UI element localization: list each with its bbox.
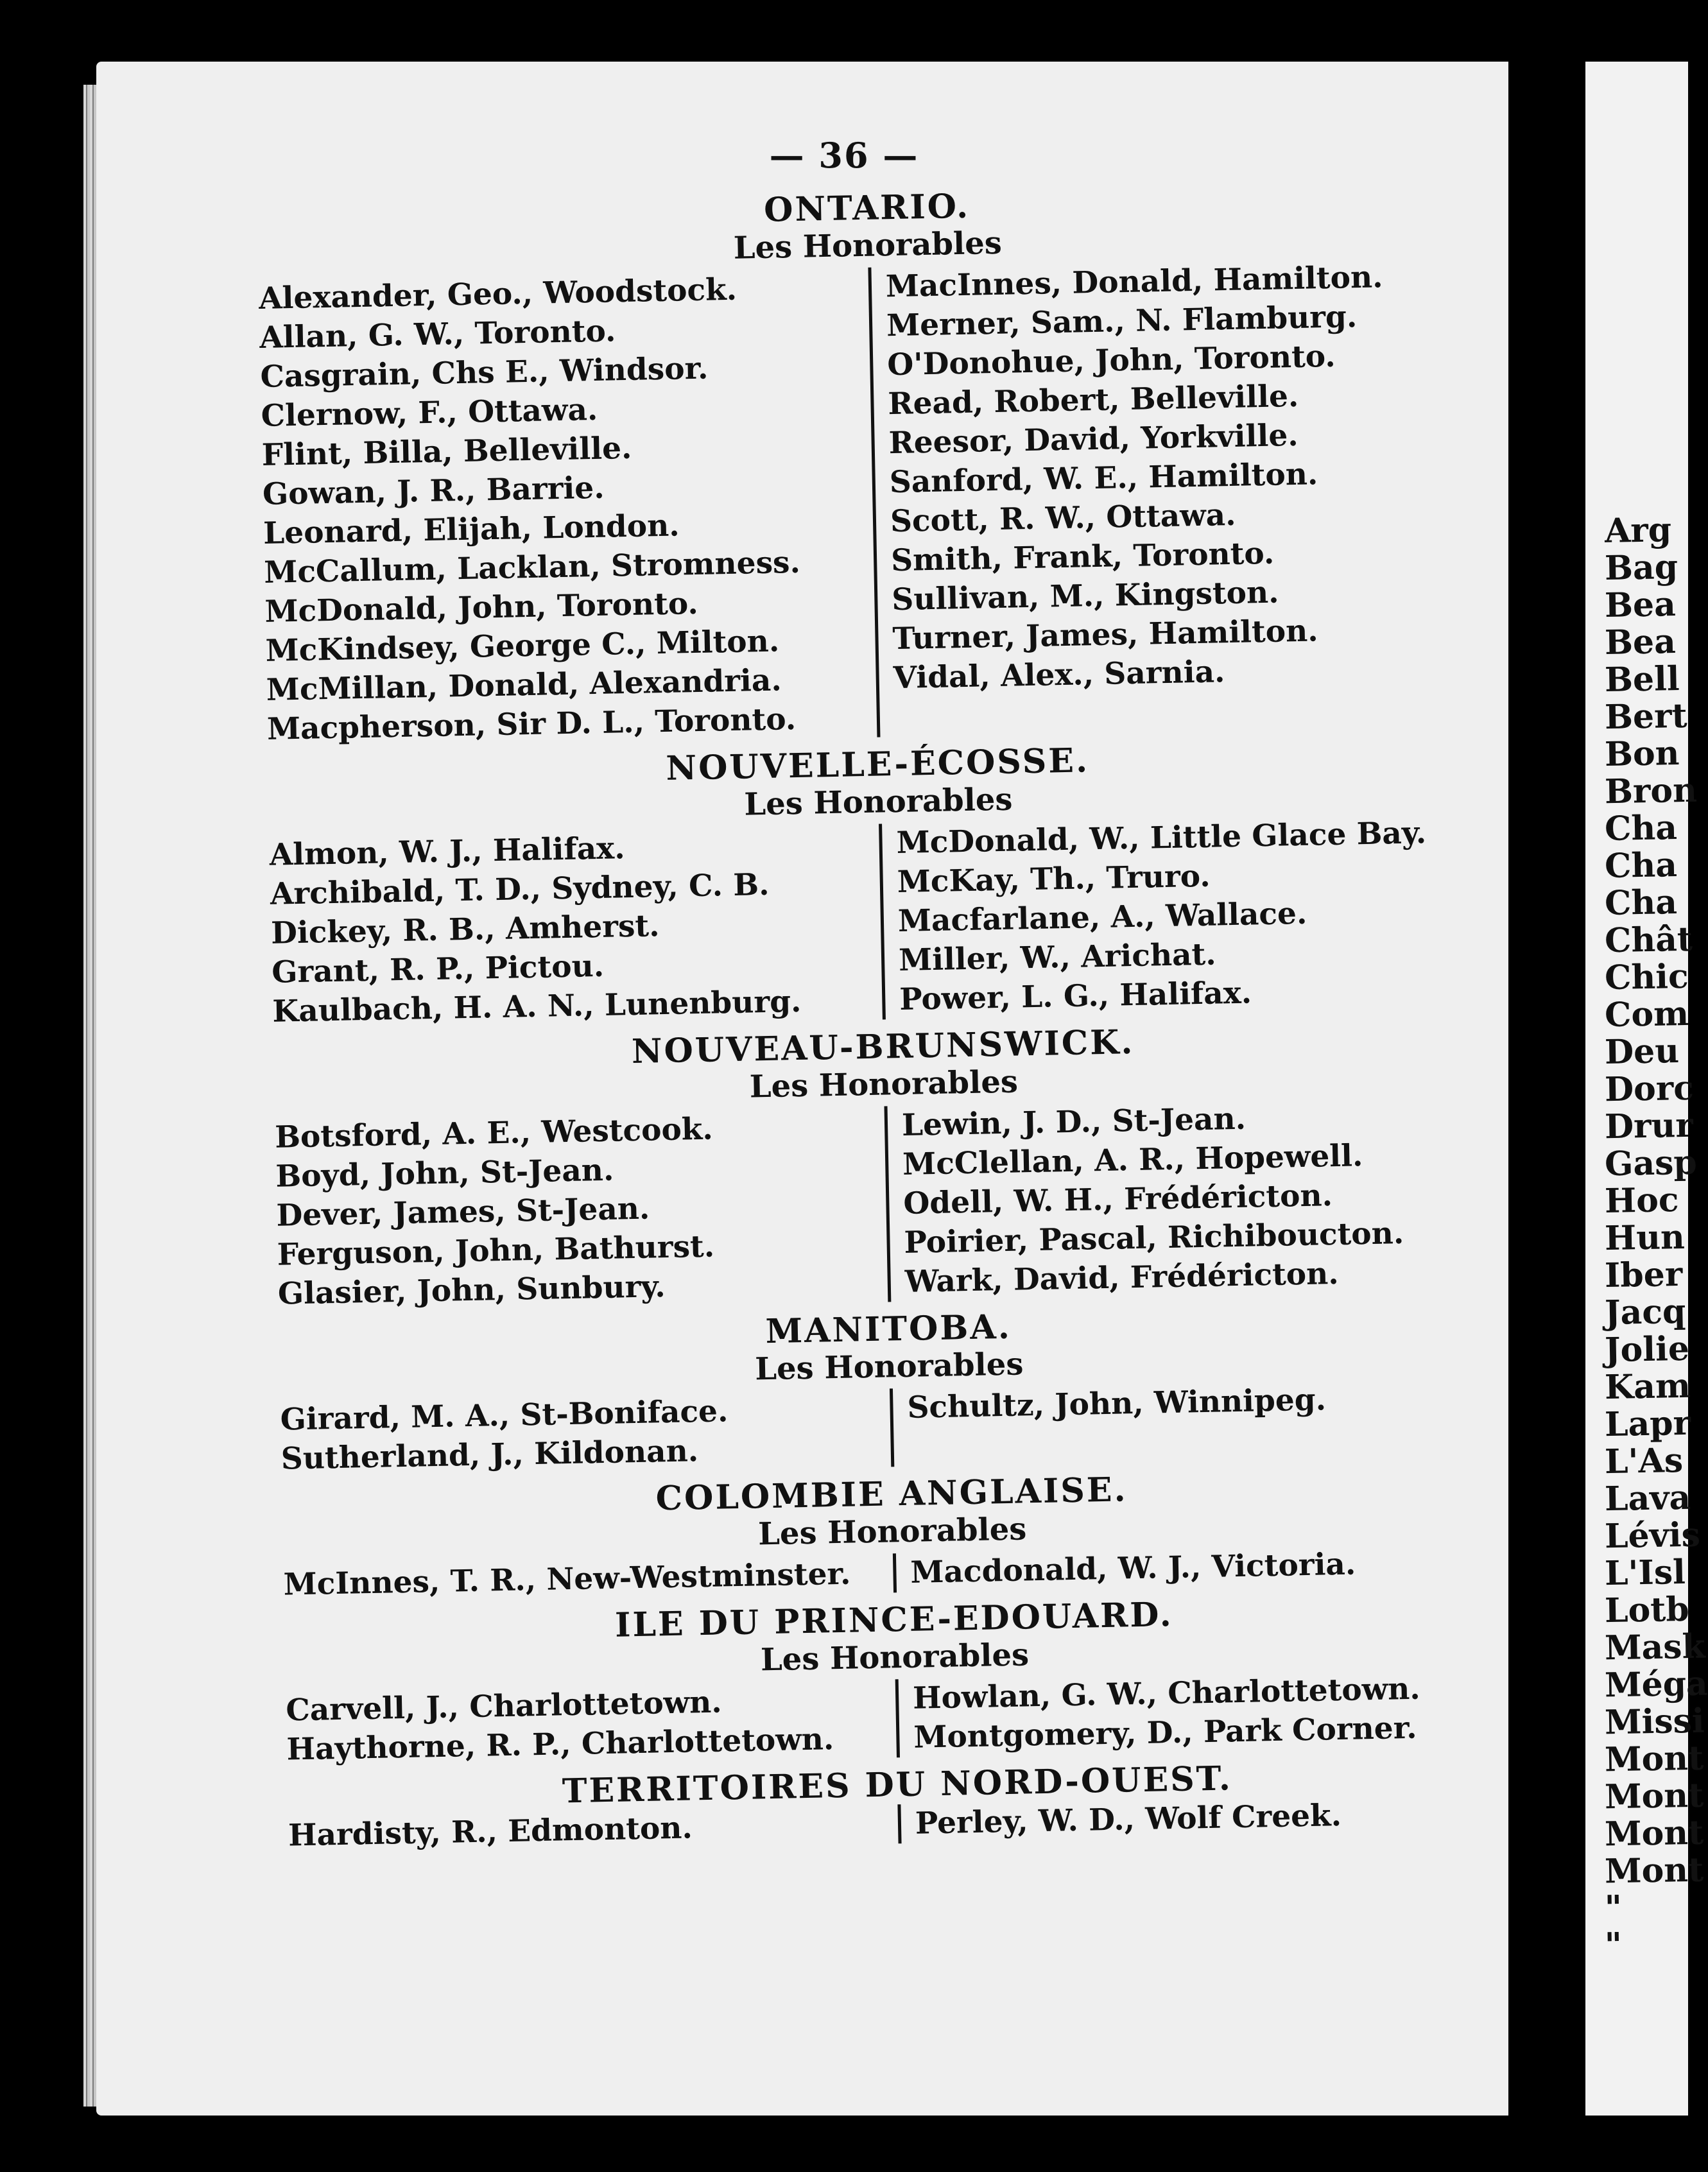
page-number: — 36 — (769, 135, 919, 176)
senator-entry: Hardisty, R., Edmonton. (288, 1810, 693, 1854)
senator-entry: Allan, G. W., Toronto. (259, 313, 616, 356)
senator-entry: Alexander, Geo., Woodstock. (258, 272, 738, 316)
left-column (259, 268, 877, 749)
facing-page-fragment: Mont (1604, 1775, 1704, 1817)
facing-page-fragment: Iber (1604, 1254, 1683, 1296)
facing-page-fragment: Cha (1604, 845, 1678, 886)
section-heading: ILE DU PRINCE-EDOUARD. (614, 1595, 1174, 1645)
right-column (868, 255, 1487, 737)
senator-entry: Schultz, John, Winnipeg. (907, 1382, 1327, 1426)
senator-entry: O'Donohue, John, Toronto. (886, 338, 1336, 383)
senator-entry: Almon, W. J., Halifax. (269, 831, 626, 873)
left-column (280, 1388, 891, 1478)
senator-entry: Carvell, J., Charlottetown. (285, 1684, 723, 1728)
senator-entry: Howlan, G. W., Charlottetown. (912, 1671, 1421, 1716)
senator-entry: Kaulbach, H. A. N., Lunenburg. (272, 983, 802, 1030)
facing-page-fragment: Mont (1604, 1850, 1704, 1892)
facing-page-fragment: Mont (1604, 1738, 1704, 1780)
senator-entry: Macdonald, W. J., Victoria. (910, 1546, 1356, 1590)
senator-entry: Boyd, John, St-Jean. (275, 1152, 614, 1194)
senator-entry: Read, Robert, Belleville. (887, 378, 1299, 422)
facing-page-fragment: Hun (1604, 1217, 1686, 1259)
senator-entry: Vidal, Alex., Sarnia. (893, 654, 1225, 696)
section-subheading: Les Honorables (757, 1511, 1027, 1553)
left-column (286, 1679, 897, 1769)
facing-page-fragment: Kam (1604, 1366, 1691, 1408)
senator-entry: Montgomery, D., Park Corner. (913, 1710, 1417, 1755)
facing-page-fragment: Jolie (1604, 1329, 1690, 1370)
section-subheading: Les Honorables (749, 1064, 1019, 1105)
senator-entry: McMillan, Donald, Alexandria. (266, 662, 782, 708)
senator-entry: Botsford, A. E., Westcook. (274, 1111, 714, 1155)
senator-entry: Sutherland, J., Kildonan. (280, 1433, 699, 1477)
facing-page-fragment: " (1604, 1888, 1623, 1928)
senator-entry: Wark, David, Frédéricton. (904, 1255, 1340, 1300)
facing-page-fragment: Gasp (1604, 1142, 1698, 1184)
senator-entry: Turner, James, Hamilton. (892, 613, 1319, 657)
facing-page-fragment: Mask (1604, 1626, 1706, 1668)
facing-page-fragment: Lava (1604, 1478, 1691, 1519)
senator-entry: Poirier, Pascal, Richiboucton. (904, 1215, 1404, 1261)
senator-entry: Ferguson, John, Bathurst. (277, 1228, 715, 1273)
facing-page-fragment: Bea (1604, 585, 1677, 625)
senator-entry: McInnes, T. R., New-Westminster. (283, 1556, 851, 1603)
book-spine (1510, 62, 1585, 2116)
section-subheading: Les Honorables (754, 1346, 1024, 1388)
facing-page-fragment: Lévis (1604, 1515, 1701, 1556)
facing-page-fragment: Cha (1604, 808, 1678, 849)
senator-entry: Macfarlane, A., Wallace. (897, 895, 1307, 940)
facing-page-fragment: Hoc (1604, 1180, 1680, 1221)
facing-page-fragment: Com (1604, 994, 1689, 1035)
section-subheading: Les Honorables (733, 225, 1003, 266)
senator-entry: Glasier, John, Sunbury. (277, 1269, 666, 1312)
facing-page-fragment: Bag (1604, 547, 1678, 588)
facing-page-fragment: L'As (1604, 1440, 1684, 1482)
senator-entry: Odell, W. H., Frédéricton. (902, 1178, 1333, 1221)
facing-page (1585, 62, 1708, 2116)
section-subheading: Les Honorables (760, 1637, 1030, 1678)
senator-entry: Merner, Sam., N. Flamburg. (886, 299, 1358, 344)
facing-page-fragment: Méga (1604, 1664, 1708, 1705)
name-columns (259, 255, 1487, 748)
facing-page-fragment: L'Isl (1604, 1552, 1686, 1594)
senator-entry: Miller, W., Arichat. (898, 936, 1217, 979)
facing-page-fragment: Lapr (1604, 1403, 1691, 1445)
senator-entry: Smith, Frank, Toronto. (890, 535, 1275, 579)
name-columns (269, 812, 1492, 1031)
facing-page-fragment: " (1604, 1925, 1623, 1965)
senator-entry: Macpherson, Sir D. L., Toronto. (266, 702, 797, 747)
right-column (893, 1542, 1503, 1592)
senator-entry: Perley, W. D., Wolf Creek. (915, 1798, 1342, 1841)
senator-entry: Scott, R. W., Ottawa. (890, 497, 1236, 540)
senator-entry: Dever, James, St-Jean. (276, 1191, 650, 1234)
senator-entry: Haythorne, R. P., Charlottetown. (286, 1721, 834, 1768)
senator-entry: McDonald, John, Toronto. (264, 585, 699, 630)
senator-entry: Flint, Billa, Belleville. (261, 430, 632, 473)
facing-page-fragment: Drur (1604, 1105, 1694, 1147)
left-column (269, 824, 883, 1031)
facing-page-fragment: Mont (1604, 1813, 1704, 1854)
section-heading: ONTARIO. (763, 186, 970, 230)
facing-page-fragment: Chât (1604, 919, 1693, 961)
right-column (879, 812, 1492, 1019)
senator-entry: Power, L. G., Halifax. (899, 975, 1252, 1018)
section-heading: NOUVEAU-BRUNSWICK. (631, 1022, 1135, 1072)
right-column (895, 1668, 1506, 1757)
section-heading: COLOMBIE ANGLAISE. (655, 1470, 1128, 1519)
senator-entry: McDonald, W., Little Glace Bay. (896, 815, 1427, 861)
facing-page-fragment: Bell (1604, 659, 1680, 700)
facing-page-fragment: Arg (1604, 510, 1672, 551)
senator-entry: Archibald, T. D., Sydney, C. B. (270, 866, 770, 912)
left-column (283, 1553, 893, 1604)
section-heading: TERRITOIRES DU NORD-OUEST. (562, 1759, 1233, 1811)
facing-page-fragment: Missi (1604, 1701, 1705, 1743)
facing-page-fragment: Bon (1604, 733, 1680, 775)
facing-page-fragment: Chic (1604, 956, 1689, 998)
facing-page-fragment: Lotb (1604, 1589, 1690, 1631)
facing-page-fragment: Bea (1604, 622, 1677, 662)
section-heading: NOUVELLE-ÉCOSSE. (666, 741, 1090, 788)
senator-entry: Leonard, Elijah, London. (263, 508, 680, 551)
senator-entry: McKay, Th., Truro. (897, 858, 1211, 901)
facing-page-fragment: Dorc (1604, 1068, 1695, 1110)
left-column (275, 1106, 888, 1313)
senator-entry: Lewin, J. D., St-Jean. (901, 1101, 1246, 1143)
right-column (890, 1377, 1501, 1467)
senator-entry: Casgrain, Chs E., Windsor. (259, 350, 709, 395)
facing-page-fragment: Jacq (1604, 1291, 1686, 1333)
senators-list (257, 169, 1508, 1856)
senator-entry: Sanford, W. E., Hamilton. (889, 456, 1318, 501)
facing-page-fragment: Cha (1604, 883, 1678, 923)
name-columns (275, 1094, 1498, 1313)
senator-entry: McCallum, Lacklan, Stromness. (263, 544, 801, 590)
senator-entry: Grant, R. P., Pictou. (271, 948, 605, 990)
senator-entry: Gowan, J. R., Barrie. (262, 470, 605, 512)
senator-entry: McKindsey, George C., Milton. (265, 623, 780, 669)
facing-page-fragment: Deu (1604, 1031, 1680, 1073)
senator-entry: Girard, M. A., St-Boniface. (280, 1393, 729, 1438)
senator-entry: Dickey, R. B., Amherst. (270, 908, 660, 951)
facing-page-fragment: Bert (1604, 696, 1687, 737)
facing-page-fragment: Bron (1604, 770, 1698, 812)
senator-entry: Reesor, David, Yorkville. (888, 417, 1299, 461)
senator-entry: Clernow, F., Ottawa. (261, 392, 598, 434)
senator-entry: McClellan, A. R., Hopewell. (902, 1138, 1363, 1182)
right-column (884, 1094, 1498, 1302)
section-subheading: Les Honorables (743, 781, 1013, 823)
senator-entry: Sullivan, M., Kingston. (891, 574, 1280, 618)
section-heading: MANITOBA. (765, 1307, 1012, 1352)
senator-entry: MacInnes, Donald, Hamilton. (885, 259, 1383, 305)
